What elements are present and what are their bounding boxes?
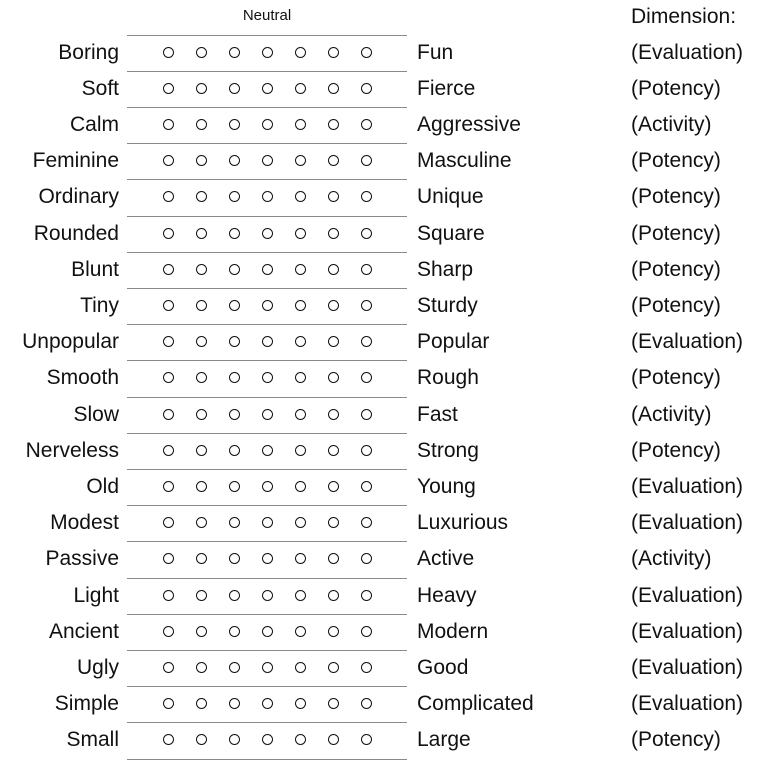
scale-radio-3[interactable]: [229, 264, 240, 275]
scale-radio-3[interactable]: [229, 191, 240, 202]
scale-radio-6[interactable]: [328, 155, 339, 166]
right-anchor-label: Good: [417, 656, 469, 679]
right-anchor-label: Sturdy: [417, 294, 478, 317]
scale-radio-4[interactable]: [262, 590, 273, 601]
scale-radio-1[interactable]: [163, 517, 174, 528]
left-anchor-label: Blunt: [71, 258, 119, 281]
scale-radio-5[interactable]: [295, 228, 306, 239]
right-anchor-label: Complicated: [417, 692, 534, 715]
scale-radio-3[interactable]: [229, 553, 240, 564]
dimension-label: (Potency): [631, 728, 721, 751]
dimension-label: (Activity): [631, 547, 712, 570]
scale-radio-6[interactable]: [328, 336, 339, 347]
right-anchor-label: Unique: [417, 185, 484, 208]
dimension-label: (Evaluation): [631, 656, 744, 679]
dimension-label: (Evaluation): [631, 41, 744, 64]
scale-radio-6[interactable]: [328, 481, 339, 492]
scale-radio-3[interactable]: [229, 445, 240, 456]
scale-radio-4[interactable]: [262, 191, 273, 202]
scale-radio-2[interactable]: [196, 662, 207, 673]
left-anchor-label: Light: [73, 584, 119, 607]
scale-radio-7[interactable]: [361, 191, 372, 202]
scale-radio-7[interactable]: [361, 626, 372, 637]
scale-radio-4[interactable]: [262, 300, 273, 311]
left-anchor-label: Ancient: [48, 620, 119, 643]
dimension-label: (Potency): [631, 366, 721, 389]
left-anchor-label: Rounded: [33, 222, 119, 245]
scale-radio-2[interactable]: [196, 47, 207, 58]
scale-radio-5[interactable]: [295, 336, 306, 347]
scale-radio-2[interactable]: [196, 553, 207, 564]
scale-row: [0, 686, 763, 722]
scale-radio-6[interactable]: [328, 119, 339, 130]
scale-radio-3[interactable]: [229, 228, 240, 239]
scale-radio-2[interactable]: [196, 300, 207, 311]
scale-radio-7[interactable]: [361, 336, 372, 347]
scale-radio-4[interactable]: [262, 372, 273, 383]
scale-radio-4[interactable]: [262, 553, 273, 564]
scale-radio-7[interactable]: [361, 372, 372, 383]
scale-radio-4[interactable]: [262, 698, 273, 709]
scale-radio-1[interactable]: [163, 155, 174, 166]
scale-radio-1[interactable]: [163, 372, 174, 383]
scale-row: [0, 360, 763, 396]
scale-radio-4[interactable]: [262, 336, 273, 347]
scale-radio-7[interactable]: [361, 734, 372, 745]
neutral-header: Neutral: [242, 7, 292, 24]
scale-radio-6[interactable]: [328, 47, 339, 58]
scale-radio-5[interactable]: [295, 517, 306, 528]
scale-radio-7[interactable]: [361, 119, 372, 130]
scale-radio-2[interactable]: [196, 336, 207, 347]
scale-radio-3[interactable]: [229, 626, 240, 637]
dimension-label: (Activity): [631, 403, 712, 426]
left-anchor-label: Ugly: [76, 656, 119, 679]
dimension-label: (Potency): [631, 149, 721, 172]
scale-radio-1[interactable]: [163, 300, 174, 311]
scale-row: [0, 324, 763, 360]
scale-radio-1[interactable]: [163, 228, 174, 239]
scale-radio-3[interactable]: [229, 698, 240, 709]
scale-row: [0, 505, 763, 541]
left-anchor-label: Tiny: [80, 294, 119, 317]
dimension-label: (Evaluation): [631, 692, 744, 715]
scale-radio-5[interactable]: [295, 119, 306, 130]
scale-radio-5[interactable]: [295, 445, 306, 456]
scale-radio-4[interactable]: [262, 264, 273, 275]
dimension-label: (Evaluation): [631, 511, 744, 534]
scale-radio-1[interactable]: [163, 626, 174, 637]
scale-radio-3[interactable]: [229, 47, 240, 58]
scale-radio-7[interactable]: [361, 300, 372, 311]
scale-radio-2[interactable]: [196, 409, 207, 420]
row-divider: [127, 759, 407, 760]
scale-radio-5[interactable]: [295, 372, 306, 383]
dimension-label: (Potency): [631, 77, 721, 100]
scale-row: [0, 722, 763, 758]
scale-radio-3[interactable]: [229, 155, 240, 166]
left-anchor-label: Modest: [50, 511, 119, 534]
scale-radio-5[interactable]: [295, 83, 306, 94]
scale-radio-6[interactable]: [328, 372, 339, 383]
scale-radio-6[interactable]: [328, 590, 339, 601]
scale-radio-6[interactable]: [328, 445, 339, 456]
scale-radio-1[interactable]: [163, 481, 174, 492]
scale-radio-7[interactable]: [361, 553, 372, 564]
scale-row: [0, 578, 763, 614]
scale-radio-2[interactable]: [196, 590, 207, 601]
scale-radio-6[interactable]: [328, 553, 339, 564]
scale-radio-4[interactable]: [262, 734, 273, 745]
scale-row: [0, 650, 763, 686]
scale-radio-1[interactable]: [163, 191, 174, 202]
right-anchor-label: Fierce: [417, 77, 476, 100]
dimension-label: (Evaluation): [631, 330, 744, 353]
scale-radio-3[interactable]: [229, 481, 240, 492]
scale-radio-2[interactable]: [196, 228, 207, 239]
scale-radio-5[interactable]: [295, 626, 306, 637]
dimension-label: (Activity): [631, 113, 712, 136]
scale-radio-2[interactable]: [196, 155, 207, 166]
scale-radio-2[interactable]: [196, 264, 207, 275]
scale-radio-1[interactable]: [163, 83, 174, 94]
scale-radio-6[interactable]: [328, 300, 339, 311]
scale-radio-3[interactable]: [229, 734, 240, 745]
scale-radio-6[interactable]: [328, 517, 339, 528]
scale-radio-1[interactable]: [163, 336, 174, 347]
scale-radio-3[interactable]: [229, 590, 240, 601]
right-anchor-label: Popular: [417, 330, 490, 353]
scale-radio-5[interactable]: [295, 409, 306, 420]
dimension-label: (Potency): [631, 222, 721, 245]
scale-radio-5[interactable]: [295, 553, 306, 564]
dimension-header: Dimension:: [631, 5, 737, 28]
scale-row: [0, 397, 763, 433]
scale-radio-4[interactable]: [262, 119, 273, 130]
scale-radio-7[interactable]: [361, 517, 372, 528]
scale-radio-1[interactable]: [163, 734, 174, 745]
scale-radio-7[interactable]: [361, 409, 372, 420]
scale-radio-7[interactable]: [361, 662, 372, 673]
scale-radio-3[interactable]: [229, 300, 240, 311]
scale-radio-4[interactable]: [262, 517, 273, 528]
scale-radio-2[interactable]: [196, 481, 207, 492]
scale-radio-2[interactable]: [196, 445, 207, 456]
scale-row: [0, 35, 763, 71]
scale-radio-1[interactable]: [163, 662, 174, 673]
dimension-label: (Evaluation): [631, 620, 744, 643]
scale-radio-5[interactable]: [295, 300, 306, 311]
scale-radio-4[interactable]: [262, 83, 273, 94]
scale-radio-5[interactable]: [295, 662, 306, 673]
right-anchor-label: Sharp: [417, 258, 474, 281]
left-anchor-label: Passive: [45, 547, 119, 570]
right-anchor-label: Fast: [417, 403, 458, 426]
scale-radio-3[interactable]: [229, 662, 240, 673]
scale-radio-7[interactable]: [361, 264, 372, 275]
scale-radio-7[interactable]: [361, 228, 372, 239]
scale-row: [0, 252, 763, 288]
right-anchor-label: Modern: [417, 620, 489, 643]
right-anchor-label: Strong: [417, 439, 479, 462]
scale-radio-3[interactable]: [229, 517, 240, 528]
scale-radio-1[interactable]: [163, 409, 174, 420]
left-anchor-label: Simple: [54, 692, 119, 715]
right-anchor-label: Heavy: [417, 584, 477, 607]
scale-radio-7[interactable]: [361, 155, 372, 166]
scale-radio-5[interactable]: [295, 481, 306, 492]
right-anchor-label: Luxurious: [417, 511, 509, 534]
right-anchor-label: Fun: [417, 41, 454, 64]
scale-radio-7[interactable]: [361, 445, 372, 456]
scale-radio-3[interactable]: [229, 83, 240, 94]
right-anchor-label: Active: [417, 547, 475, 570]
scale-radio-6[interactable]: [328, 264, 339, 275]
scale-radio-6[interactable]: [328, 409, 339, 420]
scale-radio-5[interactable]: [295, 155, 306, 166]
right-anchor-label: Large: [417, 728, 471, 751]
left-anchor-label: Soft: [81, 77, 119, 100]
scale-radio-7[interactable]: [361, 47, 372, 58]
scale-radio-2[interactable]: [196, 372, 207, 383]
scale-radio-5[interactable]: [295, 734, 306, 745]
scale-row: [0, 216, 763, 252]
scale-row: [0, 433, 763, 469]
scale-radio-6[interactable]: [328, 662, 339, 673]
right-anchor-label: Aggressive: [417, 113, 521, 136]
scale-radio-4[interactable]: [262, 445, 273, 456]
scale-row: [0, 541, 763, 577]
scale-row: [0, 71, 763, 107]
left-anchor-label: Small: [66, 728, 119, 751]
scale-radio-1[interactable]: [163, 264, 174, 275]
dimension-label: (Evaluation): [631, 475, 744, 498]
scale-radio-4[interactable]: [262, 662, 273, 673]
scale-radio-6[interactable]: [328, 698, 339, 709]
scale-radio-4[interactable]: [262, 481, 273, 492]
scale-radio-4[interactable]: [262, 409, 273, 420]
right-anchor-label: Square: [417, 222, 485, 245]
scale-radio-6[interactable]: [328, 228, 339, 239]
left-anchor-label: Nerveless: [25, 439, 119, 462]
scale-row: [0, 143, 763, 179]
scale-radio-1[interactable]: [163, 698, 174, 709]
scale-radio-2[interactable]: [196, 517, 207, 528]
scale-radio-5[interactable]: [295, 264, 306, 275]
right-anchor-label: Masculine: [417, 149, 512, 172]
scale-radio-4[interactable]: [262, 47, 273, 58]
left-anchor-label: Old: [86, 475, 119, 498]
scale-radio-4[interactable]: [262, 626, 273, 637]
scale-radio-2[interactable]: [196, 191, 207, 202]
dimension-label: (Potency): [631, 185, 721, 208]
scale-radio-1[interactable]: [163, 445, 174, 456]
scale-radio-2[interactable]: [196, 626, 207, 637]
scale-radio-5[interactable]: [295, 47, 306, 58]
left-anchor-label: Unpopular: [22, 330, 119, 353]
right-anchor-label: Rough: [417, 366, 479, 389]
left-anchor-label: Feminine: [32, 149, 119, 172]
scale-radio-4[interactable]: [262, 228, 273, 239]
dimension-label: (Potency): [631, 258, 721, 281]
left-anchor-label: Slow: [73, 403, 119, 426]
scale-radio-3[interactable]: [229, 372, 240, 383]
right-anchor-label: Young: [417, 475, 476, 498]
scale-radio-5[interactable]: [295, 698, 306, 709]
scale-row: [0, 614, 763, 650]
scale-radio-5[interactable]: [295, 590, 306, 601]
scale-radio-4[interactable]: [262, 155, 273, 166]
left-anchor-label: Smooth: [46, 366, 119, 389]
scale-row: [0, 107, 763, 143]
scale-radio-6[interactable]: [328, 191, 339, 202]
scale-radio-2[interactable]: [196, 119, 207, 130]
scale-radio-7[interactable]: [361, 590, 372, 601]
scale-radio-6[interactable]: [328, 626, 339, 637]
scale-radio-6[interactable]: [328, 734, 339, 745]
scale-radio-1[interactable]: [163, 47, 174, 58]
dimension-label: (Evaluation): [631, 584, 744, 607]
scale-radio-7[interactable]: [361, 481, 372, 492]
scale-radio-1[interactable]: [163, 553, 174, 564]
scale-radio-3[interactable]: [229, 336, 240, 347]
scale-row: [0, 469, 763, 505]
scale-row: [0, 288, 763, 324]
scale-radio-6[interactable]: [328, 83, 339, 94]
scale-radio-3[interactable]: [229, 119, 240, 130]
dimension-label: (Potency): [631, 294, 721, 317]
scale-row: [0, 179, 763, 215]
scale-radio-2[interactable]: [196, 698, 207, 709]
scale-radio-2[interactable]: [196, 734, 207, 745]
scale-radio-2[interactable]: [196, 83, 207, 94]
scale-radio-5[interactable]: [295, 191, 306, 202]
dimension-label: (Potency): [631, 439, 721, 462]
left-anchor-label: Ordinary: [38, 185, 119, 208]
scale-radio-1[interactable]: [163, 590, 174, 601]
left-anchor-label: Calm: [69, 113, 119, 136]
left-anchor-label: Boring: [58, 41, 119, 64]
scale-radio-3[interactable]: [229, 409, 240, 420]
scale-radio-7[interactable]: [361, 83, 372, 94]
scale-radio-1[interactable]: [163, 119, 174, 130]
scale-radio-7[interactable]: [361, 698, 372, 709]
